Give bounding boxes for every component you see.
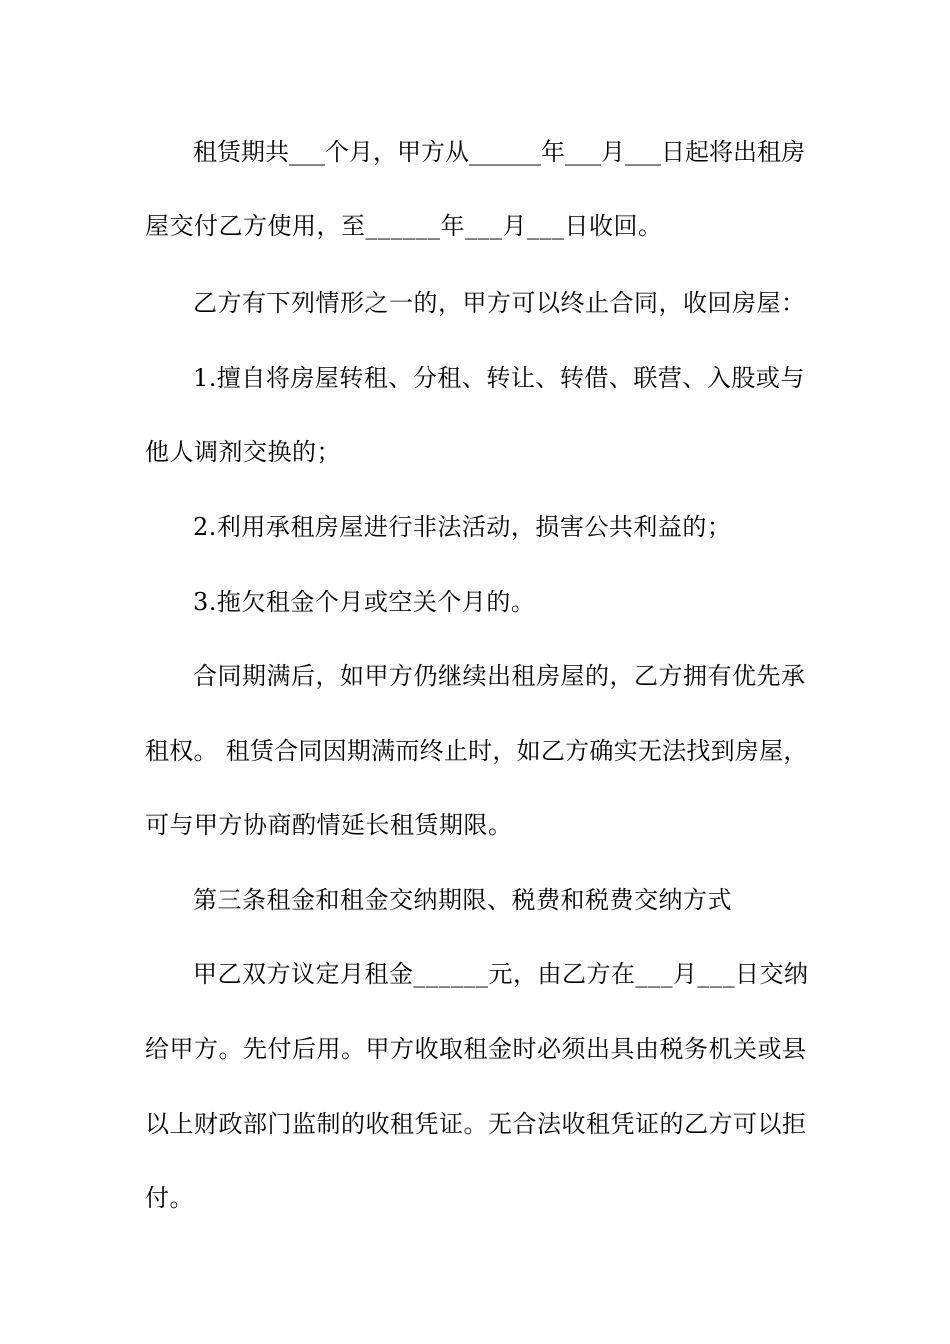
paragraph-renewal-line-2: 租权。 租赁合同因期满而终止时，如乙方确实无法找到房屋， bbox=[145, 737, 808, 765]
paragraph-renewal-line-1: 合同期满后，如甲方仍继续出租房屋的，乙方拥有优先承 bbox=[193, 662, 806, 690]
clause-3: 3.拖欠租金个月或空关个月的。 bbox=[193, 588, 536, 616]
paragraph-rent-line-3: 以上财政部门监制的收租凭证。无合法收租凭证的乙方可以拒 bbox=[145, 1110, 807, 1138]
clause-1-line-2: 他人调剂交换的； bbox=[145, 438, 341, 466]
paragraph-lease-term-line-2: 屋交付乙方使用，至______年___月___日收回。 bbox=[145, 212, 663, 240]
paragraph-termination-intro: 乙方有下列情形之一的，甲方可以终止合同，收回房屋： bbox=[193, 289, 806, 317]
clause-2: 2.利用承租房屋进行非法活动，损害公共利益的； bbox=[193, 513, 732, 541]
paragraph-renewal-line-3: 可与甲方协商酌情延长租赁期限。 bbox=[145, 811, 513, 839]
paragraph-lease-term-line-1: 租赁期共___个月，甲方从______年___月___日起将出租房 bbox=[193, 138, 805, 166]
paragraph-rent-line-1: 甲乙双方议定月租金______元，由乙方在___月___日交纳 bbox=[193, 960, 809, 988]
paragraph-rent-line-4: 付。 bbox=[145, 1184, 194, 1212]
section-heading-article-3: 第三条租金和租金交纳期限、税费和税费交纳方式 bbox=[193, 886, 732, 914]
clause-1-line-1: 1.擅自将房屋转租、分租、转让、转借、联营、入股或与 bbox=[193, 364, 805, 392]
paragraph-rent-line-2: 给甲方。先付后用。甲方收取租金时必须出具由税务机关或县 bbox=[145, 1035, 807, 1063]
